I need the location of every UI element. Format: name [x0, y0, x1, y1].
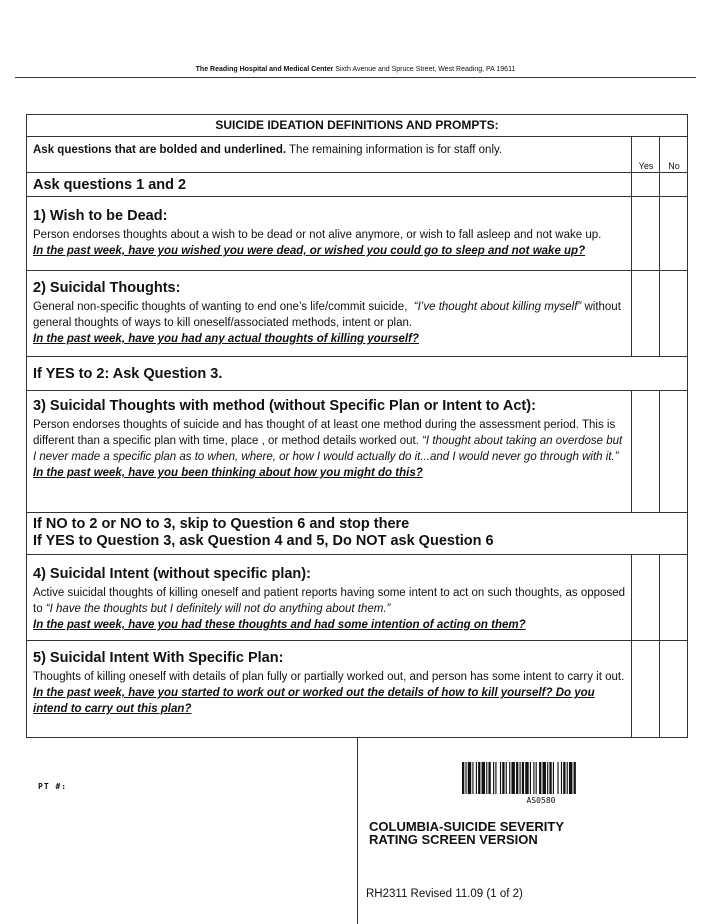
question-prompt: In the past week, have you had any actual thoughts of killing yourself?: [33, 333, 419, 345]
skip-instruction-line-1: If NO to 2 or NO to 3, skip to Question 6 and stop there: [33, 516, 410, 532]
patient-number-label: PT #:: [38, 782, 68, 791]
question-title: 2) Suicidal Thoughts:: [33, 280, 181, 296]
barcode-image: [462, 762, 620, 794]
q4-no-checkbox[interactable]: [659, 555, 688, 640]
no-cell: [659, 173, 688, 196]
question-title: 1) Wish to be Dead:: [33, 208, 168, 224]
section-heading: [27, 516, 494, 550]
form-title: SUICIDE IDEATION DEFINITIONS AND PROMPTS:: [215, 118, 499, 132]
question-row-4: [27, 555, 687, 641]
question-prompt: In the past week, have you had these thoughts and had some intention of acting on them?: [33, 619, 526, 631]
q1-yes-checkbox[interactable]: [631, 197, 660, 270]
form-title-row: [27, 115, 687, 137]
question-prompt: In the past week, have you wished you were dead, or wished you could go to sleep and not wake up?: [33, 245, 586, 257]
no-label: No: [668, 161, 680, 171]
body-text-2: This is different than a specific plan with time, place , or method details worked out.: [33, 419, 616, 447]
instruction-rest: The remaining information is for staff only.: [286, 144, 503, 156]
question-row-2: [27, 271, 687, 357]
page-header: [15, 66, 696, 73]
organization-name: The Reading Hospital and Medical Center: [195, 66, 334, 73]
body-quote: “I have the thoughts but I definitely will not do anything about them.”: [45, 603, 391, 615]
question-3-text: [33, 397, 625, 481]
footer-divider: [357, 738, 358, 924]
yes-label: Yes: [638, 161, 654, 171]
question-4-text: [33, 565, 625, 633]
body-quote: “I’ve thought about killing myself”: [413, 301, 582, 313]
body-text: General non-specific thoughts of wanting to end one’s life/commit suicide,: [33, 301, 408, 313]
form-name-line-1: COLUMBIA-SUICIDE SEVERITY: [369, 819, 565, 834]
instruction-text: [27, 139, 631, 161]
body-text: Person endorses thoughts of suicide and has thought of at least one method during the assessment period.: [33, 419, 579, 431]
question-title: 4) Suicidal Intent (without specific plan):: [33, 566, 311, 582]
question-2-text: [33, 279, 625, 347]
header-divider: [15, 77, 696, 78]
q1-no-checkbox[interactable]: [659, 197, 688, 270]
question-body: [33, 417, 625, 465]
q3-yes-checkbox[interactable]: [631, 391, 660, 512]
body-text: Active suicidal thoughts of killing oneself and patient reports having some intent to act on such thoughts, as opposed to: [33, 587, 625, 615]
q2-no-checkbox[interactable]: [659, 271, 688, 356]
question-body: [33, 585, 625, 617]
form-revision: RH2311 Revised 11.09 (1 of 2): [366, 888, 523, 900]
yes-cell: [631, 173, 660, 196]
instruction-row: [27, 137, 687, 173]
form-name: [369, 820, 564, 846]
section-row-if-yes-2: [27, 357, 687, 391]
skip-instruction-line-2: If YES to Question 3, ask Question 4 and 5, Do NOT ask Question 6: [33, 533, 494, 549]
suicide-ideation-form: [26, 114, 688, 738]
question-title: 5) Suicidal Intent With Specific Plan:: [33, 650, 284, 666]
q5-no-checkbox[interactable]: [659, 641, 688, 737]
organization-address: Sixth Avenue and Spruce Street, West Reading, PA 19611: [335, 66, 516, 73]
q4-yes-checkbox[interactable]: [631, 555, 660, 640]
question-body: Person endorses thoughts about a wish to be dead or not alive anymore, or wish to fall asleep and not wake up.: [33, 229, 602, 241]
q2-yes-checkbox[interactable]: [631, 271, 660, 356]
question-body: Thoughts of killing oneself with details of plan fully or partially worked out, and person has some intent to carry it out.: [33, 671, 625, 683]
section-row-ask-1-2: [27, 173, 687, 197]
section-row-skip-logic: [27, 513, 687, 555]
body-text-2: without general thoughts of ways to kill oneself/associated methods, intent or plan.: [33, 301, 621, 329]
q3-no-checkbox[interactable]: [659, 391, 688, 512]
section-heading: If YES to 2: Ask Question 3.: [33, 366, 223, 382]
question-prompt: In the past week, have you started to work out or worked out the details of how to kill yourself? Do you intend to carry out this plan?: [33, 687, 595, 715]
question-row-3: [27, 391, 687, 513]
question-5-text: [33, 649, 625, 717]
form-name-line-2: RATING SCREEN VERSION: [369, 832, 538, 847]
instruction-bold: Ask questions that are bolded and underlined.: [33, 144, 287, 156]
question-body: [33, 299, 625, 331]
question-prompt: In the past week, have you been thinking about how you might do this?: [33, 467, 423, 479]
question-title: 3) Suicidal Thoughts with method (without Specific Plan or Intent to Act):: [33, 398, 536, 414]
no-column-header-cell: [659, 137, 688, 172]
barcode-number: AS0580: [526, 796, 556, 805]
yes-column-header-cell: [631, 137, 660, 172]
question-row-5: [27, 641, 687, 737]
question-row-1: [27, 197, 687, 271]
q5-yes-checkbox[interactable]: [631, 641, 660, 737]
question-1-text: [33, 207, 625, 259]
section-heading: Ask questions 1 and 2: [33, 177, 187, 193]
body-quote: “I thought about taking an overdose but I never made a specific plan as to when, where, or how I would actually do it...and I would never go through with it.”: [33, 435, 623, 463]
